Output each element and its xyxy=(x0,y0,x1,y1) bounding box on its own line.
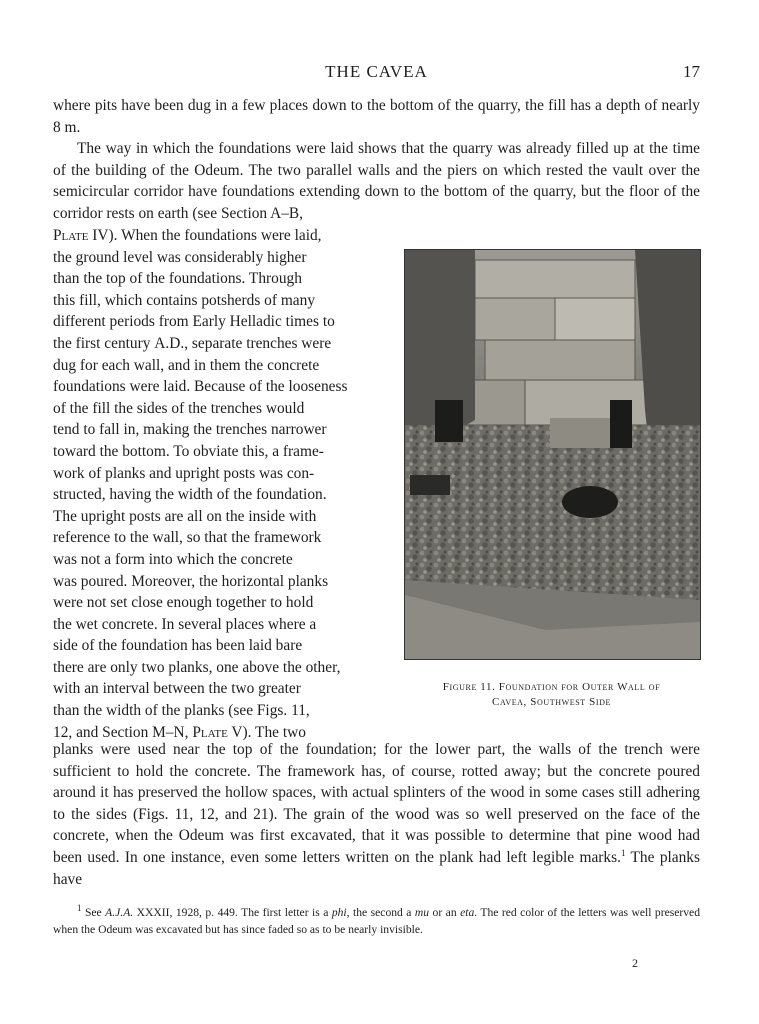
running-title: THE CAVEA xyxy=(325,62,428,81)
narrow-line: The upright posts are all on the inside with xyxy=(53,507,317,525)
body-text-bottom xyxy=(53,739,700,890)
narrow-line: side of the foundation has been laid bare xyxy=(53,637,303,655)
text-fragment: the first century xyxy=(53,334,155,352)
narrow-line: different periods from Early Helladic times to xyxy=(53,313,335,331)
narrow-line: was poured. Moreover, the horizontal planks xyxy=(53,572,329,590)
caption-line-2: Cavea, Southwest Side xyxy=(492,696,611,708)
page-number: 17 xyxy=(683,62,700,81)
narrow-line: toward the bottom. To obviate this, a frame- xyxy=(53,442,324,460)
ad-abbrev: A.D. xyxy=(154,334,185,352)
narrow-line: the ground level was considerably higher xyxy=(53,248,307,266)
narrow-line: reference to the wall, so that the framework xyxy=(53,529,322,547)
footnote-reference[interactable]: 1 xyxy=(620,847,626,858)
greek-letter: eta xyxy=(460,906,475,919)
narrow-line: structed, having the width of the foundation. xyxy=(53,486,327,504)
narrow-line: with an interval between the two greater xyxy=(53,680,301,698)
text-fragment: XXXII, 1928, p. 449. The first letter is a xyxy=(133,906,332,919)
narrow-line: the wet concrete. In several places where a xyxy=(53,615,317,633)
plate-v-ref: Plate V xyxy=(192,723,243,741)
greek-letter: phi xyxy=(331,906,347,919)
footnote-marker: 1 xyxy=(77,903,82,914)
narrow-line: of the fill the sides of the trenches would xyxy=(53,399,305,417)
paragraph-2-opening xyxy=(53,138,700,224)
text-fragment: , separate trenches were xyxy=(184,334,332,352)
figure-caption xyxy=(404,680,699,710)
running-header xyxy=(53,62,700,84)
narrow-line: foundations were laid. Because of the looseness xyxy=(53,378,348,396)
text-fragment: ). The two xyxy=(242,723,306,741)
plate-iv-line xyxy=(53,225,380,247)
text-fragment: . The red color of the letters was well preserved when the Odeum was excavated but has since faded so as to be nearly invisible. xyxy=(53,906,700,936)
first-century-line xyxy=(53,333,380,355)
text-fragment: See xyxy=(81,906,106,919)
paragraph-2-continuation xyxy=(53,739,700,890)
figure-11-photo xyxy=(404,249,701,660)
narrow-line: there are only two planks, one above the other, xyxy=(53,658,341,676)
plate-iv-ref: Plate IV xyxy=(53,227,109,244)
text-fragment: The planks have xyxy=(53,848,700,888)
text-fragment: planks were used near the top of the foundation; for the lower part, the walls of the trench were sufficient to hold the concrete. The framework has, of course, rotted away; but the concrete poured around it has preserved the hollow spaces, with actual splinters of the wood in some cases still adhering to the sides (Figs. 11, 12, and 21). The grain of the wood was so well preserved on the face of the concrete, when the Odeum was first excavated, that it was possible to determine that pine wood had been used. In one instance, even some letters written on the plank had left legible marks. xyxy=(53,741,700,866)
foundation-photo-illustration xyxy=(405,250,700,659)
narrow-line: than the width of the planks (see Figs. 11, xyxy=(53,702,310,720)
paragraph-2-text: The way in which the foundations were laid shows that the quarry was already filled up at the time of the building of the Odeum. The two parallel walls and the piers on which rested the vault over the semicircular corridor have foundations extending down to the bottom of the quarry, but the floor of the corridor rests on earth (see Section A–B, xyxy=(53,140,700,222)
paragraph-1: where pits have been dug in a few places down to the bottom of the quarry, the fill has a depth of nearly 8 m. xyxy=(53,97,700,136)
narrow-line: was not a form into which the concrete xyxy=(53,550,293,568)
narrow-line: than the top of the foundations. Through xyxy=(53,270,302,288)
text-fragment: 12, and Section M–N, xyxy=(53,723,193,741)
narrow-line: tend to fall in, making the trenches narrower xyxy=(53,421,327,439)
body-text-narrow xyxy=(53,225,380,743)
narrow-line: work of planks and upright posts was con- xyxy=(53,464,315,482)
narrow-line: dug for each wall, and in them the concrete xyxy=(53,356,320,374)
plate-iv-tail: ). When the foundations were laid, xyxy=(108,227,322,244)
signature-mark: 2 xyxy=(632,956,638,970)
text-fragment: , the second a xyxy=(346,906,415,919)
text-fragment: or an xyxy=(429,906,461,919)
footnote-text xyxy=(53,905,700,938)
journal-abbrev: A.J.A. xyxy=(105,906,134,919)
greek-letter: mu xyxy=(414,906,430,919)
narrow-line: this fill, which contains potsherds of many xyxy=(53,291,316,309)
footnote xyxy=(53,905,700,938)
caption-line-1: Figure 11. Foundation for Outer Wall of xyxy=(442,681,661,693)
narrow-line: were not set close enough together to hold xyxy=(53,594,314,612)
body-text-top xyxy=(53,95,700,225)
